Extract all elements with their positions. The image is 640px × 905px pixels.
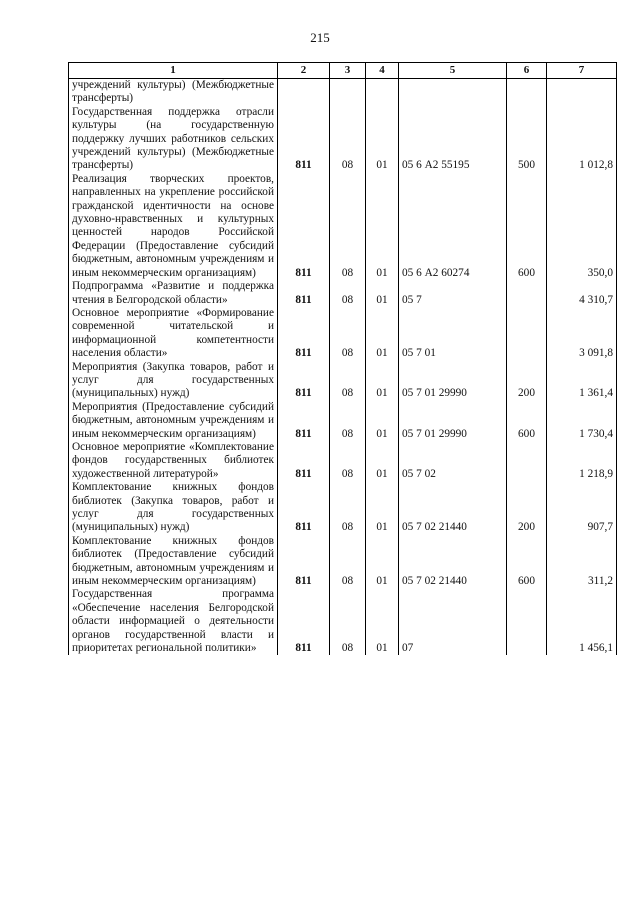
cell-amount	[547, 79, 617, 106]
cell-target-article: 05 7 01 29990	[399, 401, 507, 441]
cell-amount: 1 218,9	[547, 441, 617, 481]
cell-section: 08	[330, 361, 366, 401]
cell-expense-type: 200	[507, 361, 547, 401]
row-name: Подпрограмма «Развитие и поддержка чтения в Белгородской области»	[69, 280, 278, 307]
cell-subsection: 01	[366, 481, 399, 535]
cell-target-article: 07	[399, 588, 507, 655]
cell-expense-type	[507, 307, 547, 361]
table-row	[69, 535, 617, 589]
cell-section: 08	[330, 535, 366, 589]
cell-target-article: 05 6 А2 55195	[399, 106, 507, 173]
cell-section: 08	[330, 307, 366, 361]
cell-expense-type: 600	[507, 535, 547, 589]
cell-amount: 311,2	[547, 535, 617, 589]
column-header-6: 6	[507, 63, 547, 79]
header-row	[69, 63, 617, 79]
cell-ministry: 811	[278, 280, 330, 307]
cell-amount: 1 012,8	[547, 106, 617, 173]
cell-expense-type	[507, 280, 547, 307]
cell-section: 08	[330, 106, 366, 173]
cell-target-article	[399, 79, 507, 106]
cell-expense-type: 500	[507, 106, 547, 173]
row-name: учреждений культуры) (Межбюджетные трансферты)	[69, 79, 278, 106]
cell-ministry: 811	[278, 401, 330, 441]
cell-ministry: 811	[278, 481, 330, 535]
cell-expense-type: 600	[507, 401, 547, 441]
column-header-5: 5	[399, 63, 507, 79]
cell-target-article: 05 7	[399, 280, 507, 307]
cell-ministry: 811	[278, 535, 330, 589]
cell-section	[330, 79, 366, 106]
cell-target-article: 05 6 А2 60274	[399, 173, 507, 280]
column-header-3: 3	[330, 63, 366, 79]
table-row	[69, 280, 617, 307]
page-number: 215	[310, 30, 330, 45]
cell-amount: 1 730,4	[547, 401, 617, 441]
cell-amount: 1 361,4	[547, 361, 617, 401]
cell-subsection: 01	[366, 173, 399, 280]
column-header-2: 2	[278, 63, 330, 79]
cell-section: 08	[330, 481, 366, 535]
row-name: Государственная поддержка отрасли культуры (на государственную поддержку лучших работников сельских учреждений культуры) (Межбюджетные трансферты)	[69, 106, 278, 173]
cell-amount: 350,0	[547, 173, 617, 280]
table-row	[69, 173, 617, 280]
cell-ministry: 811	[278, 361, 330, 401]
column-header-4: 4	[366, 63, 399, 79]
table-row	[69, 106, 617, 173]
table-row	[69, 401, 617, 441]
table-row	[69, 361, 617, 401]
cell-ministry	[278, 79, 330, 106]
cell-expense-type	[507, 441, 547, 481]
row-name: Основное мероприятие «Формирование современной читательской и информационной компетентности населения области»	[69, 307, 278, 361]
cell-subsection: 01	[366, 441, 399, 481]
cell-target-article: 05 7 02	[399, 441, 507, 481]
cell-subsection: 01	[366, 280, 399, 307]
column-header-1: 1	[69, 63, 278, 79]
cell-amount: 3 091,8	[547, 307, 617, 361]
table-row	[69, 481, 617, 535]
cell-ministry: 811	[278, 106, 330, 173]
cell-subsection	[366, 79, 399, 106]
cell-subsection: 01	[366, 588, 399, 655]
cell-target-article: 05 7 01	[399, 307, 507, 361]
cell-expense-type	[507, 588, 547, 655]
cell-ministry: 811	[278, 307, 330, 361]
cell-expense-type: 600	[507, 173, 547, 280]
row-name: Комплектование книжных фондов библиотек (Закупка товаров, работ и услуг для государственных (муниципальных) нужд)	[69, 481, 278, 535]
cell-section: 08	[330, 588, 366, 655]
cell-target-article: 05 7 02 21440	[399, 481, 507, 535]
cell-section: 08	[330, 401, 366, 441]
row-name: Государственная программа «Обеспечение населения Белгородской области информацией о деятельности органов государственной власти и приоритетах региональной политики»	[69, 588, 278, 655]
cell-subsection: 01	[366, 307, 399, 361]
cell-subsection: 01	[366, 361, 399, 401]
cell-ministry: 811	[278, 441, 330, 481]
table-row	[69, 307, 617, 361]
cell-section: 08	[330, 280, 366, 307]
row-name: Комплектование книжных фондов библиотек (Предоставление субсидий бюджетным, автономным учреждениям и иным некоммерческим организациям)	[69, 535, 278, 589]
cell-subsection: 01	[366, 535, 399, 589]
cell-amount: 907,7	[547, 481, 617, 535]
cell-expense-type: 200	[507, 481, 547, 535]
cell-ministry: 811	[278, 173, 330, 280]
cell-amount: 1 456,1	[547, 588, 617, 655]
column-header-7: 7	[547, 63, 617, 79]
cell-subsection: 01	[366, 106, 399, 173]
table-row	[69, 441, 617, 481]
cell-ministry: 811	[278, 588, 330, 655]
table-row	[69, 588, 617, 655]
cell-subsection: 01	[366, 401, 399, 441]
cell-section: 08	[330, 173, 366, 280]
cell-amount: 4 310,7	[547, 280, 617, 307]
table-row	[69, 79, 617, 106]
cell-section: 08	[330, 441, 366, 481]
row-name: Мероприятия (Закупка товаров, работ и услуг для государственных (муниципальных) нужд)	[69, 361, 278, 401]
row-name: Основное мероприятие «Комплектование фондов государственных библиотек художественной литературой»	[69, 441, 278, 481]
cell-target-article: 05 7 02 21440	[399, 535, 507, 589]
cell-expense-type	[507, 79, 547, 106]
row-name: Мероприятия (Предоставление субсидий бюджетным, автономным учреждениям и иным некоммерческим организациям)	[69, 401, 278, 441]
cell-target-article: 05 7 01 29990	[399, 361, 507, 401]
row-name: Реализация творческих проектов, направленных на укрепление российской гражданской идентичности на основе духовно-нравственных и культурных ценностей народов Российской Федерации (Предоставление субсидий бюджетным, автономным учреждениям и иным некоммерческим организациям)	[69, 173, 278, 280]
budget-table	[68, 62, 617, 655]
